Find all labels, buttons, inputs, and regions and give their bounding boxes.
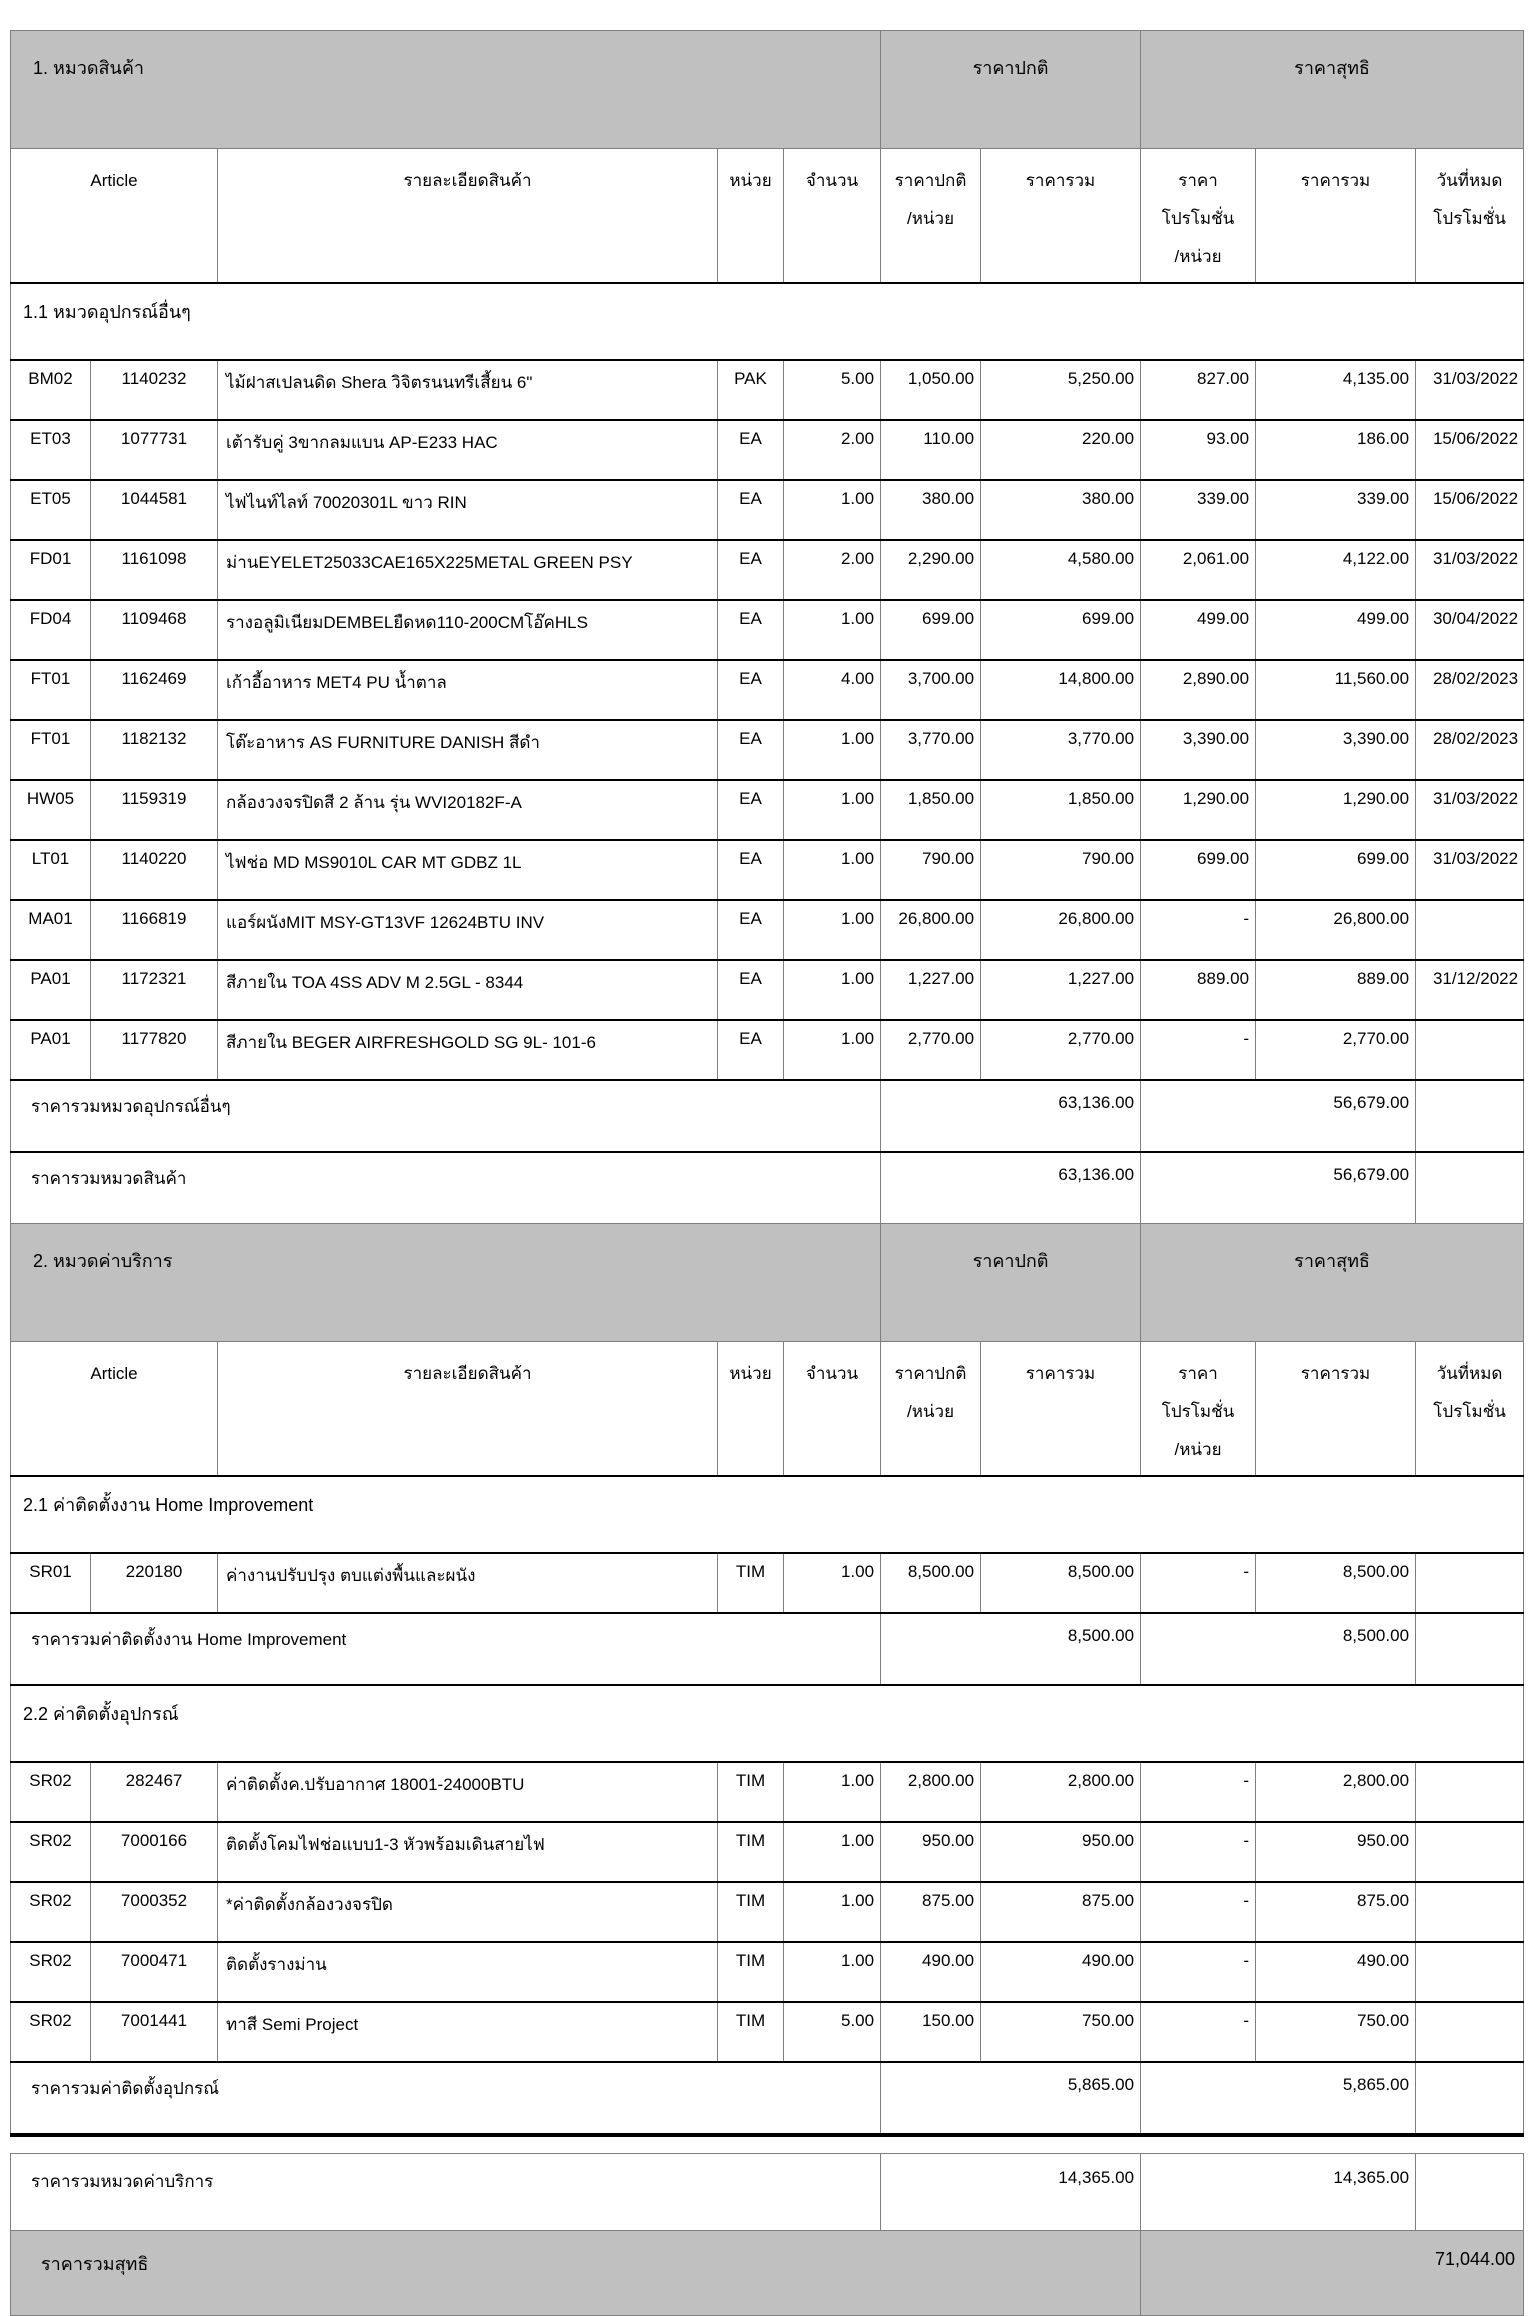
cell-promo: - — [1141, 1553, 1256, 1613]
cell-total: 1,227.00 — [981, 960, 1141, 1020]
cell-date: 31/03/2022 — [1416, 540, 1524, 600]
cell-total: 3,770.00 — [981, 720, 1141, 780]
services-total-date-empty — [1416, 2154, 1524, 2231]
cell-date: 30/04/2022 — [1416, 600, 1524, 660]
cell-promo: 889.00 — [1141, 960, 1256, 1020]
cell-desc: กล้องวงจรปิดสี 2 ล้าน รุ่น WVI20182F-A — [218, 780, 718, 840]
quotation-table-page — [10, 30, 1524, 2316]
cell-net: 3,390.00 — [1256, 720, 1416, 780]
col-header-line: /หน่วย — [1174, 247, 1222, 266]
col-header-line: ราคาปกติ — [894, 1364, 967, 1383]
section2-column-header-row — [11, 1342, 1524, 1477]
cell-unit: EA — [718, 900, 784, 960]
col-header-promo-price-unit — [1141, 1342, 1256, 1477]
table-row — [11, 600, 1524, 660]
cell-net: 950.00 — [1256, 1822, 1416, 1882]
cell-date: 15/06/2022 — [1416, 480, 1524, 540]
cell-price: 3,770.00 — [881, 720, 981, 780]
cell-qty: 1.00 — [784, 1942, 881, 2002]
table-row — [11, 1553, 1524, 1613]
cell-qty: 1.00 — [784, 480, 881, 540]
cell-unit: TIM — [718, 1942, 784, 2002]
cell-date: 28/02/2023 — [1416, 720, 1524, 780]
normal-price-group-header: ราคาปกติ — [881, 31, 1141, 149]
cell-unit: EA — [718, 540, 784, 600]
subtotal-date-empty — [1416, 1080, 1524, 1152]
table-row — [11, 1882, 1524, 1942]
cell-total: 1,850.00 — [981, 780, 1141, 840]
cell-desc: ทาสี Semi Project — [218, 2002, 718, 2062]
subtotal-label: ราคารวมค่าติดตั้งงาน Home Improvement — [11, 1613, 881, 1685]
cell-total: 699.00 — [981, 600, 1141, 660]
cell-net: 499.00 — [1256, 600, 1416, 660]
subsection-2-1-row — [11, 1476, 1524, 1553]
cell-total: 2,800.00 — [981, 1762, 1141, 1822]
cell-unit: TIM — [718, 1762, 784, 1822]
cell-desc: แอร์ผนังMIT MSY-GT13VF 12624BTU INV — [218, 900, 718, 960]
table-row — [11, 960, 1524, 1020]
subsection-2-2-total-row — [11, 2062, 1524, 2135]
cell-price: 2,770.00 — [881, 1020, 981, 1080]
col-header-unit: หน่วย — [718, 1342, 784, 1477]
cell-article: 7000471 — [91, 1942, 218, 2002]
cell-promo: - — [1141, 1020, 1256, 1080]
cell-promo: 827.00 — [1141, 360, 1256, 420]
services-total-normal-value: 14,365.00 — [881, 2154, 1141, 2231]
col-header-promo-price-unit — [1141, 149, 1256, 284]
cell-qty: 1.00 — [784, 1020, 881, 1080]
cell-desc: สีภายใน BEGER AIRFRESHGOLD SG 9L- 101-6 — [218, 1020, 718, 1080]
section1-total-row — [11, 1152, 1524, 1224]
col-header-line: /หน่วย — [907, 209, 955, 228]
cell-promo: 93.00 — [1141, 420, 1256, 480]
cell-total: 380.00 — [981, 480, 1141, 540]
table-row — [11, 1942, 1524, 2002]
cell-promo: 3,390.00 — [1141, 720, 1256, 780]
cell-promo: 2,061.00 — [1141, 540, 1256, 600]
grand-total-row — [11, 2231, 1524, 2316]
cell-price: 380.00 — [881, 480, 981, 540]
subtotal-net-value: 8,500.00 — [1141, 1613, 1416, 1685]
cell-promo: - — [1141, 1942, 1256, 2002]
col-header-description: รายละเอียดสินค้า — [218, 1342, 718, 1477]
cell-net: 889.00 — [1256, 960, 1416, 1020]
cell-code: SR02 — [11, 1822, 91, 1882]
cell-total: 950.00 — [981, 1822, 1141, 1882]
cell-net: 186.00 — [1256, 420, 1416, 480]
cell-code: ET05 — [11, 480, 91, 540]
cell-price: 26,800.00 — [881, 900, 981, 960]
cell-code: FD01 — [11, 540, 91, 600]
subtotal-date-empty — [1416, 1613, 1524, 1685]
cell-date — [1416, 900, 1524, 960]
totals-table — [10, 2153, 1524, 2316]
cell-unit: EA — [718, 840, 784, 900]
subtotal-normal-value: 63,136.00 — [881, 1080, 1141, 1152]
subsection-2-1-total-row — [11, 1613, 1524, 1685]
cell-date — [1416, 1882, 1524, 1942]
table-row — [11, 720, 1524, 780]
cell-date: 31/03/2022 — [1416, 360, 1524, 420]
col-header-line: วันที่หมด — [1436, 1364, 1503, 1383]
col-header-quantity: จำนวน — [784, 149, 881, 284]
cell-desc: เต้ารับคู่ 3ขากลมแบน AP-E233 HAC — [218, 420, 718, 480]
section1-header-row — [11, 31, 1524, 149]
subsection-1-1-row — [11, 283, 1524, 360]
cell-desc: โต๊ะอาหาร AS FURNITURE DANISH สีดำ — [218, 720, 718, 780]
cell-price: 950.00 — [881, 1822, 981, 1882]
cell-unit: EA — [718, 420, 784, 480]
cell-net: 4,135.00 — [1256, 360, 1416, 420]
cell-desc: สีภายใน TOA 4SS ADV M 2.5GL - 8344 — [218, 960, 718, 1020]
cell-price: 490.00 — [881, 1942, 981, 2002]
section-total-net-value: 56,679.00 — [1141, 1152, 1416, 1224]
cell-code: SR02 — [11, 2002, 91, 2062]
table-row — [11, 900, 1524, 960]
table-row — [11, 780, 1524, 840]
cell-desc: เก้าอี้อาหาร MET4 PU น้ำตาล — [218, 660, 718, 720]
cell-qty: 1.00 — [784, 1762, 881, 1822]
cell-price: 699.00 — [881, 600, 981, 660]
cell-total: 4,580.00 — [981, 540, 1141, 600]
table-row — [11, 1762, 1524, 1822]
cell-promo: - — [1141, 1822, 1256, 1882]
cell-desc: ไม้ฝาสเปลนดิด Shera วิจิตรนนทรีเสี้ยน 6" — [218, 360, 718, 420]
cell-qty: 1.00 — [784, 1882, 881, 1942]
cell-date: 15/06/2022 — [1416, 420, 1524, 480]
cell-total: 8,500.00 — [981, 1553, 1141, 1613]
section-total-date-empty — [1416, 1152, 1524, 1224]
cell-promo: 339.00 — [1141, 480, 1256, 540]
cell-promo: 699.00 — [1141, 840, 1256, 900]
cell-net: 11,560.00 — [1256, 660, 1416, 720]
cell-qty: 5.00 — [784, 360, 881, 420]
cell-article: 7000352 — [91, 1882, 218, 1942]
cell-promo: - — [1141, 1882, 1256, 1942]
col-header-line: ราคา — [1178, 171, 1218, 190]
cell-net: 26,800.00 — [1256, 900, 1416, 960]
cell-qty: 4.00 — [784, 660, 881, 720]
cell-net: 2,770.00 — [1256, 1020, 1416, 1080]
section-total-normal-value: 63,136.00 — [881, 1152, 1141, 1224]
subsection-2-2-title: 2.2 ค่าติดตั้งอุปกรณ์ — [11, 1685, 1524, 1762]
cell-desc: รางอลูมิเนียมDEMBELยืดหด110-200CMโอ๊คHLS — [218, 600, 718, 660]
col-header-normal-price-unit — [881, 149, 981, 284]
table-row — [11, 540, 1524, 600]
table-gap-spacer — [10, 2137, 1524, 2153]
subtotal-net-value: 56,679.00 — [1141, 1080, 1416, 1152]
cell-desc: *ค่าติดตั้งกล้องวงจรปิด — [218, 1882, 718, 1942]
section2-sub1-rows — [11, 1553, 1524, 1613]
cell-article: 282467 — [91, 1762, 218, 1822]
section-total-label: ราคารวมหมวดสินค้า — [11, 1152, 881, 1224]
cell-qty: 1.00 — [784, 840, 881, 900]
cell-net: 490.00 — [1256, 1942, 1416, 2002]
cell-qty: 1.00 — [784, 600, 881, 660]
cell-date: 31/12/2022 — [1416, 960, 1524, 1020]
cell-qty: 5.00 — [784, 2002, 881, 2062]
cell-total: 26,800.00 — [981, 900, 1141, 960]
cell-desc: ม่านEYELET25033CAE165X225METAL GREEN PSY — [218, 540, 718, 600]
cell-qty: 1.00 — [784, 960, 881, 1020]
cell-unit: EA — [718, 720, 784, 780]
cell-total: 14,800.00 — [981, 660, 1141, 720]
col-header-article: Article — [11, 149, 218, 284]
table-row — [11, 2002, 1524, 2062]
cell-code: SR01 — [11, 1553, 91, 1613]
cell-qty: 1.00 — [784, 900, 881, 960]
cell-price: 1,227.00 — [881, 960, 981, 1020]
cell-desc: ค่าติดตั้งค.ปรับอากาศ 18001-24000BTU — [218, 1762, 718, 1822]
subtotal-label: ราคารวมหมวดอุปกรณ์อื่นๆ — [11, 1080, 881, 1152]
cell-total: 2,770.00 — [981, 1020, 1141, 1080]
cell-net: 2,800.00 — [1256, 1762, 1416, 1822]
col-header-promo-end-date — [1416, 149, 1524, 284]
col-header-normal-total: ราคารวม — [981, 149, 1141, 284]
net-price-group-header: ราคาสุทธิ — [1141, 1224, 1524, 1342]
cell-price: 790.00 — [881, 840, 981, 900]
subtotal-label: ราคารวมค่าติดตั้งอุปกรณ์ — [11, 2062, 881, 2135]
cell-net: 1,290.00 — [1256, 780, 1416, 840]
cell-desc: ค่างานปรับปรุง ตบแต่งพื้นและผนัง — [218, 1553, 718, 1613]
cell-desc: ติดตั้งรางม่าน — [218, 1942, 718, 2002]
cell-total: 5,250.00 — [981, 360, 1141, 420]
col-header-line: โปรโมชั่น — [1161, 1402, 1235, 1421]
services-total-net-value: 14,365.00 — [1141, 2154, 1416, 2231]
cell-article: 1159319 — [91, 780, 218, 840]
col-header-normal-total: ราคารวม — [981, 1342, 1141, 1477]
cell-net: 4,122.00 — [1256, 540, 1416, 600]
section2-header-row — [11, 1224, 1524, 1342]
section2-sub2-rows — [11, 1762, 1524, 2062]
table-row — [11, 360, 1524, 420]
cell-price: 1,050.00 — [881, 360, 981, 420]
cell-article: 1182132 — [91, 720, 218, 780]
table-row — [11, 840, 1524, 900]
cell-code: SR02 — [11, 1942, 91, 2002]
section2-total-row — [11, 2154, 1524, 2231]
cell-date: 31/03/2022 — [1416, 780, 1524, 840]
cell-code: LT01 — [11, 840, 91, 900]
net-price-group-header: ราคาสุทธิ — [1141, 31, 1524, 149]
cell-unit: TIM — [718, 1822, 784, 1882]
cell-code: FT01 — [11, 660, 91, 720]
cell-net: 339.00 — [1256, 480, 1416, 540]
cell-promo: - — [1141, 1762, 1256, 1822]
cell-code: FD04 — [11, 600, 91, 660]
cell-code: PA01 — [11, 960, 91, 1020]
table-row — [11, 480, 1524, 540]
cell-code: BM02 — [11, 360, 91, 420]
cell-code: SR02 — [11, 1882, 91, 1942]
cell-promo: 1,290.00 — [1141, 780, 1256, 840]
cell-desc: ติดตั้งโคมไฟช่อแบบ1-3 หัวพร้อมเดินสายไฟ — [218, 1822, 718, 1882]
cell-total: 875.00 — [981, 1882, 1141, 1942]
cell-price: 8,500.00 — [881, 1553, 981, 1613]
col-header-line: โปรโมชั่น — [1161, 209, 1235, 228]
table-row — [11, 1822, 1524, 1882]
cell-date — [1416, 1020, 1524, 1080]
products-and-services-table — [10, 30, 1524, 2137]
col-header-quantity: จำนวน — [784, 1342, 881, 1477]
section1-column-header-row — [11, 149, 1524, 284]
section2-title: 2. หมวดค่าบริการ — [11, 1224, 881, 1342]
cell-qty: 2.00 — [784, 420, 881, 480]
col-header-line: /หน่วย — [907, 1402, 955, 1421]
cell-qty: 1.00 — [784, 1822, 881, 1882]
cell-article: 1161098 — [91, 540, 218, 600]
cell-qty: 1.00 — [784, 780, 881, 840]
cell-unit: EA — [718, 1020, 784, 1080]
cell-article: 1166819 — [91, 900, 218, 960]
section1-rows — [11, 360, 1524, 1080]
subtotal-net-value: 5,865.00 — [1141, 2062, 1416, 2135]
cell-total: 220.00 — [981, 420, 1141, 480]
cell-unit: TIM — [718, 2002, 784, 2062]
cell-code: PA01 — [11, 1020, 91, 1080]
col-header-line: ราคาปกติ — [894, 171, 967, 190]
cell-promo: 499.00 — [1141, 600, 1256, 660]
cell-article: 1140220 — [91, 840, 218, 900]
cell-qty: 1.00 — [784, 1553, 881, 1613]
col-header-article: Article — [11, 1342, 218, 1477]
cell-code: FT01 — [11, 720, 91, 780]
col-header-line: ราคา — [1178, 1364, 1218, 1383]
cell-unit: TIM — [718, 1882, 784, 1942]
col-header-promo-end-date — [1416, 1342, 1524, 1477]
cell-price: 110.00 — [881, 420, 981, 480]
cell-date — [1416, 1942, 1524, 2002]
cell-net: 8,500.00 — [1256, 1553, 1416, 1613]
cell-price: 2,800.00 — [881, 1762, 981, 1822]
subsection-1-1-total-row — [11, 1080, 1524, 1152]
cell-date — [1416, 1553, 1524, 1613]
cell-price: 150.00 — [881, 2002, 981, 2062]
col-header-line: โปรโมชั่น — [1433, 209, 1506, 228]
cell-promo: - — [1141, 900, 1256, 960]
cell-date — [1416, 1762, 1524, 1822]
cell-total: 790.00 — [981, 840, 1141, 900]
grand-total-value: 71,044.00 — [1141, 2231, 1524, 2316]
services-total-label: ราคารวมหมวดค่าบริการ — [11, 2154, 881, 2231]
cell-article: 1177820 — [91, 1020, 218, 1080]
cell-promo: 2,890.00 — [1141, 660, 1256, 720]
cell-promo: - — [1141, 2002, 1256, 2062]
col-header-line: /หน่วย — [1174, 1440, 1222, 1459]
cell-article: 1140232 — [91, 360, 218, 420]
cell-price: 1,850.00 — [881, 780, 981, 840]
subsection-2-1-title: 2.1 ค่าติดตั้งงาน Home Improvement — [11, 1476, 1524, 1553]
col-header-line: วันที่หมด — [1436, 171, 1503, 190]
col-header-net-total: ราคารวม — [1256, 149, 1416, 284]
cell-unit: PAK — [718, 360, 784, 420]
cell-date: 31/03/2022 — [1416, 840, 1524, 900]
subsection-2-2-row — [11, 1685, 1524, 1762]
cell-price: 2,290.00 — [881, 540, 981, 600]
cell-article: 1044581 — [91, 480, 218, 540]
table-row — [11, 660, 1524, 720]
cell-qty: 1.00 — [784, 720, 881, 780]
cell-article: 1172321 — [91, 960, 218, 1020]
normal-price-group-header: ราคาปกติ — [881, 1224, 1141, 1342]
subsection-1-1-title: 1.1 หมวดอุปกรณ์อื่นๆ — [11, 283, 1524, 360]
cell-code: HW05 — [11, 780, 91, 840]
cell-article: 1162469 — [91, 660, 218, 720]
cell-article: 1077731 — [91, 420, 218, 480]
col-header-net-total: ราคารวม — [1256, 1342, 1416, 1477]
cell-date — [1416, 2002, 1524, 2062]
col-header-unit: หน่วย — [718, 149, 784, 284]
cell-unit: EA — [718, 600, 784, 660]
cell-net: 750.00 — [1256, 2002, 1416, 2062]
col-header-description: รายละเอียดสินค้า — [218, 149, 718, 284]
cell-total: 750.00 — [981, 2002, 1141, 2062]
cell-unit: EA — [718, 780, 784, 840]
cell-unit: EA — [718, 960, 784, 1020]
section1-title: 1. หมวดสินค้า — [11, 31, 881, 149]
table-row — [11, 1020, 1524, 1080]
cell-unit: EA — [718, 480, 784, 540]
cell-article: 220180 — [91, 1553, 218, 1613]
cell-unit: EA — [718, 660, 784, 720]
cell-price: 875.00 — [881, 1882, 981, 1942]
subtotal-date-empty — [1416, 2062, 1524, 2135]
cell-unit: TIM — [718, 1553, 784, 1613]
cell-qty: 2.00 — [784, 540, 881, 600]
cell-date: 28/02/2023 — [1416, 660, 1524, 720]
cell-code: ET03 — [11, 420, 91, 480]
cell-code: SR02 — [11, 1762, 91, 1822]
cell-total: 490.00 — [981, 1942, 1141, 2002]
cell-desc: ไฟไนท์ไลท์ 70020301L ขาว RIN — [218, 480, 718, 540]
cell-net: 875.00 — [1256, 1882, 1416, 1942]
cell-desc: ไฟช่อ MD MS9010L CAR MT GDBZ 1L — [218, 840, 718, 900]
col-header-line: โปรโมชั่น — [1433, 1402, 1506, 1421]
subtotal-normal-value: 8,500.00 — [881, 1613, 1141, 1685]
cell-date — [1416, 1822, 1524, 1882]
cell-net: 699.00 — [1256, 840, 1416, 900]
cell-article: 1109468 — [91, 600, 218, 660]
subtotal-normal-value: 5,865.00 — [881, 2062, 1141, 2135]
grand-total-label: ราคารวมสุทธิ — [11, 2231, 1141, 2316]
col-header-normal-price-unit — [881, 1342, 981, 1477]
cell-price: 3,700.00 — [881, 660, 981, 720]
cell-code: MA01 — [11, 900, 91, 960]
table-row — [11, 420, 1524, 480]
cell-article: 7000166 — [91, 1822, 218, 1882]
cell-article: 7001441 — [91, 2002, 218, 2062]
